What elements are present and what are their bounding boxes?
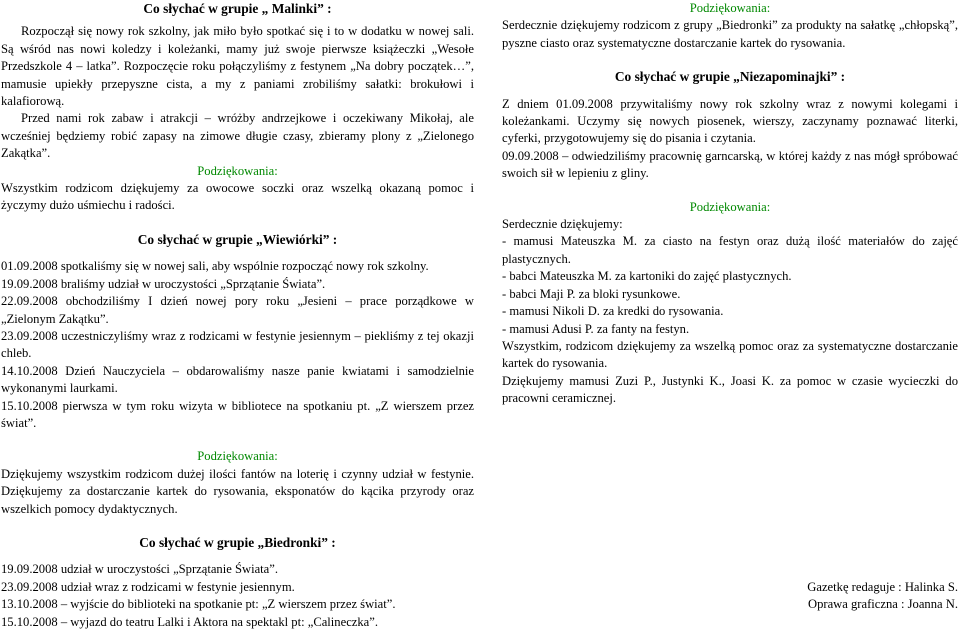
niezapominajki-thanks-final: Dziękujemy mamusi Zuzi P., Justynki K., Joasi K. za pomoc w czasie wycieczki do pracowni ceramicznej. [502, 373, 958, 406]
biedronki-heading: Co słychać w grupie „Biedronki” : [139, 534, 336, 550]
niezapominajki-entry: Z dniem 01.09.2008 przywitaliśmy nowy rok szkolny wraz z nowymi kolegami i koleżankami. Uczymy się nowych piosenek, wierszy, zaczynamy poznawać literki, cyferki, przygotowujemy się do pisania i czytania. [502, 96, 958, 146]
niezapominajki-thanks-intro: Serdecznie dziękujemy: [502, 217, 623, 232]
biedronki-thanks-label: Podziękowania: [689, 1, 771, 15]
graphics-credit: Oprawa graficzna : Joanna N. [807, 597, 958, 612]
wiewiorki-entry: 01.09.2008 spotkaliśmy się w nowej sali, aby wspólnie rozpocząć nowy rok szkolny. [1, 259, 429, 274]
malinki-thanks-label: Podziękowania: [197, 163, 278, 178]
wiewiorki-entry: 23.09.2008 uczestniczyliśmy wraz z rodzicami w festynie jesiennym – piekliśmy z tej okazji chleb. [1, 328, 474, 361]
niezapominajki-thanks-item: - babci Mateuszka M. za kartoniki do zajęć plastycznych. [502, 269, 792, 284]
wiewiorki-thanks-text: Dziękujemy wszystkim rodzicom dużej ilości fantów na loterię i czynny udział w festynie. Dziękujemy za dostarczanie kartek do rysowania, eksponatów do kącika przyrody oraz wszelkich pomocy dydaktycznych. [1, 466, 474, 516]
biedronki-entry: 15.10.2008 – wyjazd do teatru Lalki i Aktora na spektakl pt: „Calineczka”. [1, 614, 379, 629]
wiewiorki-entry: 22.09.2008 obchodziliśmy I dzień nowej pory roku „Jesieni – prace porządkowe w „Zielonym Zakątku”. [1, 294, 474, 326]
niezapominajki-thanks-label: Podziękowania: [689, 199, 771, 214]
malinki-thanks-text: Wszystkim rodzicom dziękujemy za owocowe soczki oraz wszelką okazaną pomoc i życzymy dużo uśmiechu i radości. [1, 181, 474, 213]
right-column [502, 0, 958, 408]
niezapominajki-thanks-item: - mamusi Adusi P. za fanty na festyn. [502, 321, 690, 336]
biedronki-entry: 13.10.2008 – wyjście do biblioteki na spotkanie pt: „Z wierszem przez świat”. [1, 597, 396, 612]
wiewiorki-thanks-label: Podziękowania: [197, 449, 278, 464]
wiewiorki-entries [1, 258, 474, 432]
gazette-editor: Gazetkę redaguje : Halinka S. [807, 580, 958, 594]
biedronki-entries [1, 561, 474, 631]
wiewiorki-entry: 19.09.2008 braliśmy udział w uroczystości „Sprzątanie Świata”. [1, 276, 326, 291]
niezapominajki-entries [502, 96, 958, 183]
wiewiorki-entry: 15.10.2008 pierwsza w tym roku wizyta w bibliotece na spotkaniu pt. „Z wierszem przez świat”. [1, 398, 474, 430]
malinki-heading: Co słychać w grupie „ Malinki” : [143, 1, 332, 16]
wiewiorki-heading: Co słychać w grupie „Wiewiórki” : [137, 231, 338, 247]
niezapominajki-thanks-item: - babci Maji P. za bloki rysunkowe. [502, 286, 681, 301]
niezapominajki-heading: Co słychać w grupie „Niezapominajki” : [614, 69, 846, 85]
biedronki-entry: 23.09.2008 udział wraz z rodzicami w festynie jesiennym. [1, 579, 295, 594]
left-column [1, 0, 474, 631]
biedronki-entry: 19.09.2008 udział w uroczystości „Sprzątanie Świata”. [1, 562, 278, 577]
malinki-paragraph-1: Rozpoczął się nowy rok szkolny, jak miło było spotkać się i to w dodatku w nowej sali. Są wśród nas nowi koledzy i koleżanki, mamy już swoje pierwsze książeczki „Wesołe Przedszkole 4 – latka”. Rozpoczęcie roku połączyliśmy z festynem „Na dobry początek…”, mamusie upiekły przepyszne cista, a my z paniami zrobiliśmy sałatki: brokułowi i kalafiorową. [1, 24, 474, 109]
niezapominajki-entry: 09.09.2008 – odwiedziliśmy pracownię garncarską, w której każdy z nas mógł spróbować swoich sił w lepieniu z gliny. [502, 148, 958, 181]
niezapominajki-thanks-item: - mamusi Mateuszka M. za ciasto na festyn oraz dużą ilość materiałów do zajęć plastycznych. [502, 234, 958, 266]
biedronki-thanks-text: Serdecznie dziękujemy rodzicom z grupy „Biedronki” za produkty na sałatkę „chłopską”, pyszne ciasto oraz systematyczne dostarczanie kartek do rysowania. [502, 18, 958, 50]
niezapominajki-thanks-item: - mamusi Nikoli D. za kredki do rysowania. [502, 304, 724, 319]
credits [807, 579, 958, 614]
malinki-paragraph-2: Przed nami rok zabaw i atrakcji – wróżby andrzejkowe i oczekiwany Mikołaj, ale wcześniej będziemy robić zapasy na zimowe długie czasy, zbieramy plony z „Zielonego Zakątka”. [1, 111, 474, 161]
wiewiorki-entry: 14.10.2008 Dzień Nauczyciela – obdarowaliśmy nasze panie kwiatami i samodzielnie wykonanymi laurkami. [1, 363, 474, 396]
niezapominajki-thanks-outro: Wszystkim, rodzicom dziękujemy za wszelką pomoc oraz za systematyczne dostarczanie kartek do rysowania. [502, 338, 958, 371]
